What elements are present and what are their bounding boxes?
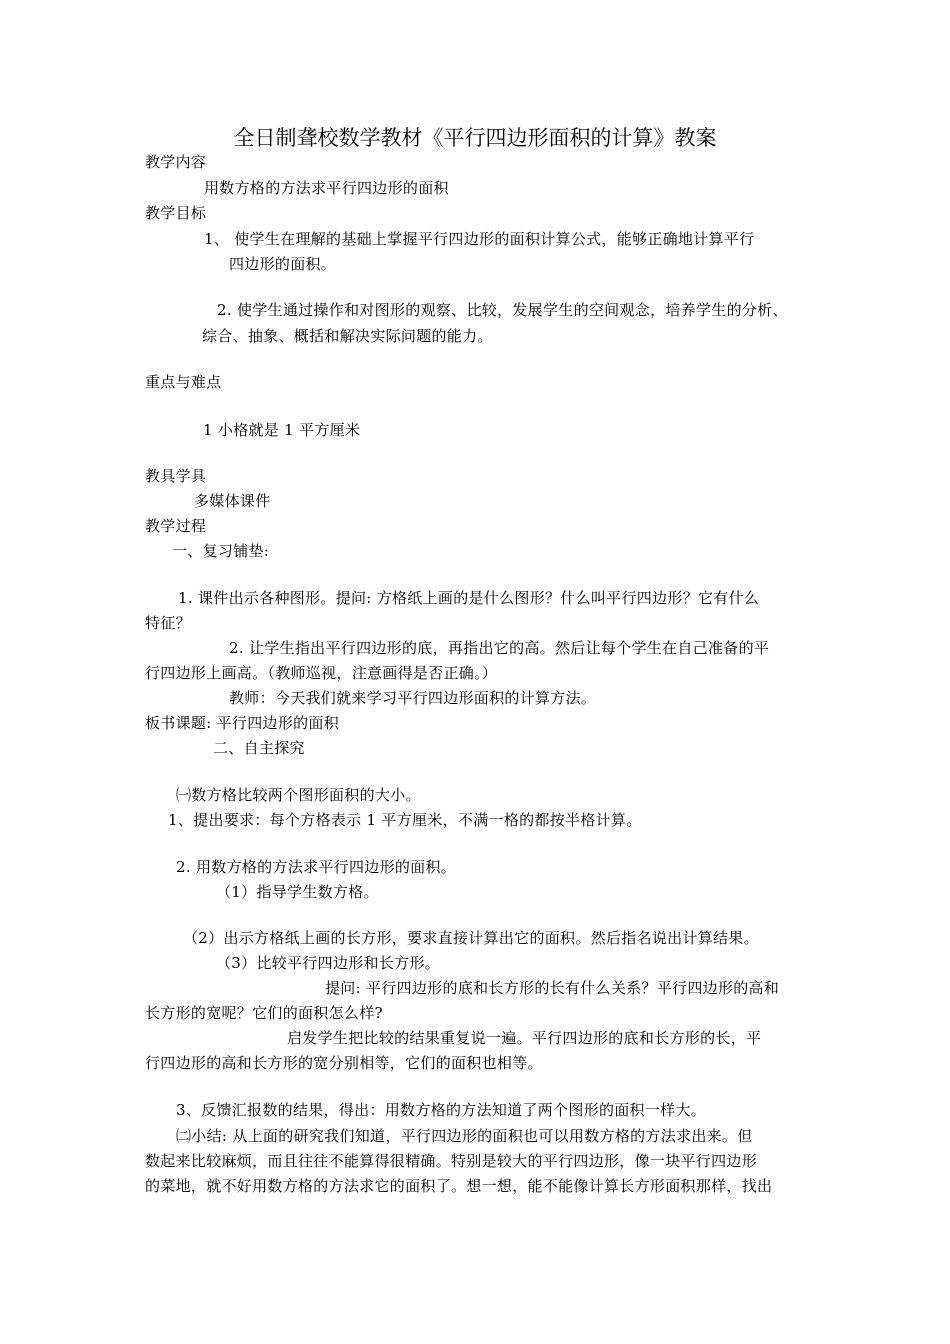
ask-line-2: 长方形的宽呢？它们的面积怎么样? xyxy=(145,1004,383,1022)
summary-line-2: 数起来比较麻烦，而且往往不能算得很精确。特别是较大的平行四边形，像一块平行四边形 xyxy=(145,1152,758,1170)
goal-1-line-2: 四边形的面积。 xyxy=(229,255,337,273)
key-text: 1 小格就是 1 平方厘米 xyxy=(203,421,361,439)
explore-sub-1: ㈠数方格比较两个图形面积的大小。 xyxy=(176,786,421,804)
summary-line-3: 的菜地，就不好用数方格的方法求它的面积了。想一想，能不能像计算长方形面积那样，找出 xyxy=(145,1177,773,1195)
inspire-line-2: 行四边形的高和长方形的宽分别相等，它们的面积也相等。 xyxy=(145,1054,543,1072)
section-heading-content: 教学内容 xyxy=(145,153,207,171)
tools-text: 多媒体课件 xyxy=(194,492,271,510)
explore-step-2-3: （3）比较平行四边形和长方形。 xyxy=(216,954,441,972)
board-line: 板书课题: 平行四边形的面积 xyxy=(145,714,340,732)
teacher-line: 教师：今天我们就来学习平行四边形面积的计算方法。 xyxy=(229,689,597,707)
explore-requirement: 1、提出要求：每个方格表示 1 平方厘米，不满一格的都按半格计算。 xyxy=(168,811,642,829)
feedback-line: 3、反馈汇报数的结果，得出：用数方格的方法知道了两个图形的面积一样大。 xyxy=(176,1101,707,1119)
section-heading-process: 教学过程 xyxy=(145,517,207,535)
review-1-line-2: 特征？ xyxy=(145,614,191,632)
review-1-line-1: 1. 课件出示各种图形。提问: 方格纸上画的是什么图形？什么叫平行四边形？它有什么 xyxy=(178,589,760,607)
explore-step-2-1: （1）指导学生数方格。 xyxy=(216,883,379,901)
summary-line-1: ㈡小结: 从上面的研究我们知道，平行四边形的面积也可以用数方格的方法求出来。但 xyxy=(176,1127,753,1145)
review-2-line-2: 行四边形上画高。（教师巡视，注意画得是否正确。） xyxy=(145,664,498,682)
review-heading: 一、复习铺垫: xyxy=(172,542,270,560)
review-2-line-1: 2. 让学生指出平行四边形的底，再指出它的高。然后让每个学生在自己准备的平 xyxy=(229,639,770,657)
goal-1-line-1: 1、 使学生在理解的基础上掌握平行四边形的面积计算公式，能够正确地计算平行 xyxy=(204,230,755,248)
document-title: 全日制聋校数学教材《平行四边形面积的计算》教案 xyxy=(233,126,717,150)
explore-step-2-2: （2）出示方格纸上画的长方形，要求直接计算出它的面积。然后指名说出计算结果。 xyxy=(183,929,759,947)
inspire-line-1: 启发学生把比较的结果重复说一遍。平行四边形的底和长方形的长，平 xyxy=(287,1029,762,1047)
explore-step-2: 2. 用数方格的方法求平行四边形的面积。 xyxy=(176,858,457,876)
section-heading-tools: 教具学具 xyxy=(145,467,207,485)
section-heading-key: 重点与难点 xyxy=(145,373,222,391)
ask-line-1: 提问: 平行四边形的底和长方形的长有什么关系？平行四边形的高和 xyxy=(325,979,780,997)
section-heading-goals: 教学目标 xyxy=(145,204,207,222)
content-text: 用数方格的方法求平行四边形的面积 xyxy=(204,179,449,197)
explore-heading: 二、自主探究 xyxy=(213,739,305,757)
goal-2-line-2: 综合、抽象、概括和解决实际问题的能力。 xyxy=(202,327,493,345)
goal-2-line-1: 2. 使学生通过操作和对图形的观察、比较，发展学生的空间观念，培养学生的分析、 xyxy=(217,301,788,319)
